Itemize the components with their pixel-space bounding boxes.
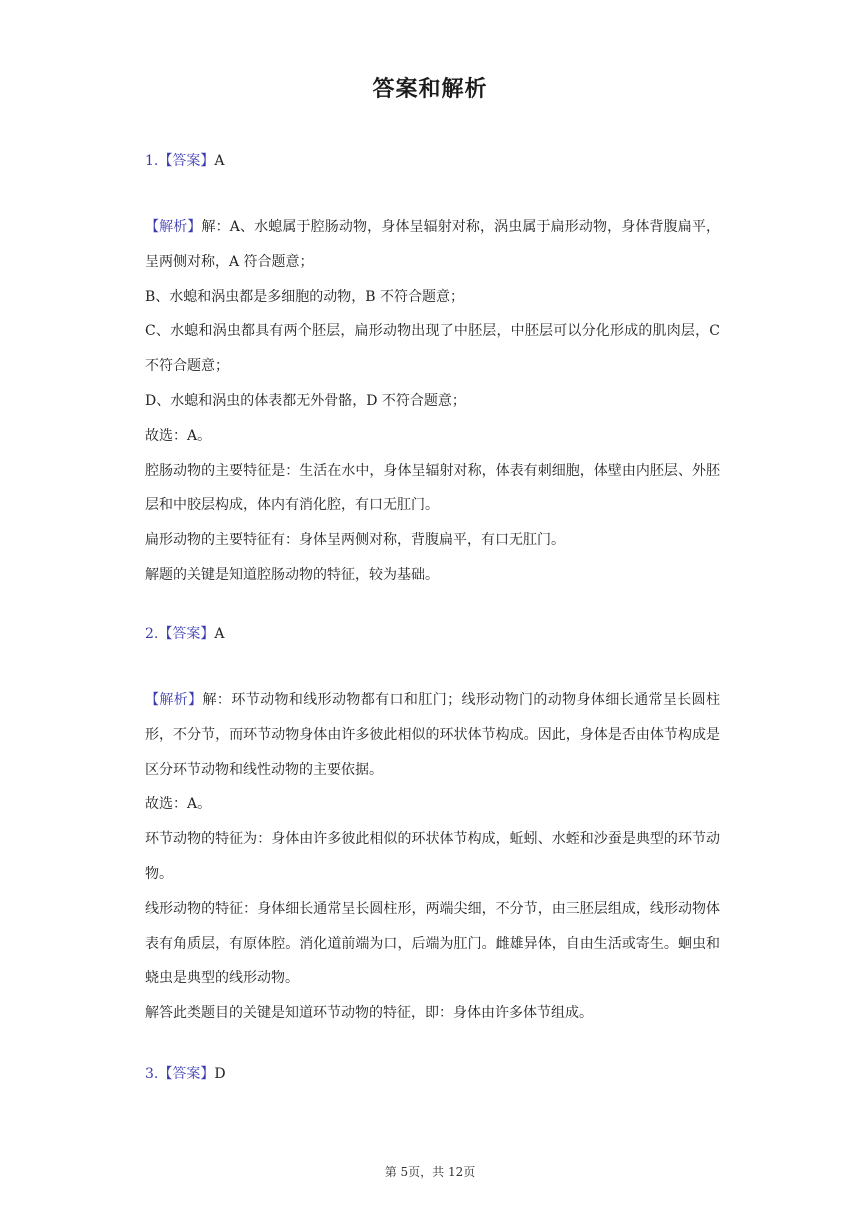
answer-line-2 [145,624,224,644]
answer-tag: 【答案】 [158,626,215,642]
analysis-text: 解：环节动物和线形动物都有口和肛门；线形动物门的动物身体细长通常呈长圆柱形，不分节，而环节动物身体由许多彼此相似的环状体节构成。因此，身体是否由体节构成是区分环节动物和线性动物的主要依据。 [145,692,721,778]
answer-tag: 【答案】 [158,153,215,169]
analysis-paragraph: 扁形动物的主要特征有：身体呈两侧对称，背腹扁平，有口无肛门。 [145,532,565,549]
answer-value: A [214,626,225,642]
analysis-text: 解：A、水螅属于腔肠动物，身体呈辐射对称，涡虫属于扁形动物，身体背腹扁平，呈两侧对称，A 符合题意； [145,219,721,270]
answer-line-3 [145,1064,226,1084]
analysis-block-1 [145,210,720,593]
answer-value: A [214,153,225,169]
analysis-paragraph: D、水螅和涡虫的体表都无外骨骼，D 不符合题意； [145,392,466,409]
analysis-paragraph: 故选：A。 [145,427,212,444]
analysis-paragraph: 线形动物的特征：身体细长通常呈长圆柱形，两端尖细，不分节，由三胚层组成，线形动物体表有角质层，有原体腔。消化道前端为口，后端为肛门。雌雄异体，自由生活或寄生。蛔虫和蛲虫是典型的线形动物。 [145,900,720,987]
analysis-paragraph: B、水螅和涡虫都是多细胞的动物，B 不符合题意； [145,288,465,305]
analysis-block-2 [145,683,720,1031]
analysis-first-paragraph [145,683,720,787]
analysis-paragraph: 故选：A。 [145,796,212,813]
answer-value: D [214,1066,226,1082]
analysis-tag: 【解析】 [145,692,203,708]
question-number: 2. [145,626,159,642]
answer-line-1 [145,151,224,171]
analysis-first-paragraph [145,210,720,280]
analysis-paragraph: 解答此类题目的关键是知道环节动物的特征，即：身体由许多体节组成。 [145,1005,593,1022]
question-number: 3. [145,1066,159,1082]
page-title: 答案和解析 [372,77,488,102]
analysis-tag: 【解析】 [145,219,202,235]
analysis-paragraph: 腔肠动物的主要特征是：生活在水中，身体呈辐射对称，体表有刺细胞，体壁由内胚层、外胚层和中胶层构成，体内有消化腔，有口无肛门。 [145,462,720,514]
analysis-paragraph: C、水螅和涡虫都具有两个胚层，扁形动物出现了中胚层，中胚层可以分化形成的肌肉层，C 不符合题意； [145,323,720,375]
analysis-paragraph: 环节动物的特征为：身体由许多彼此相似的环状体节构成，蚯蚓、水蛭和沙蚕是典型的环节动物。 [145,831,720,882]
answer-tag: 【答案】 [158,1066,215,1082]
question-number: 1. [145,153,159,169]
analysis-paragraph: 解题的关键是知道腔肠动物的特征，较为基础。 [145,566,439,583]
page-footer: 第 5页，共 12页 [384,1165,476,1179]
